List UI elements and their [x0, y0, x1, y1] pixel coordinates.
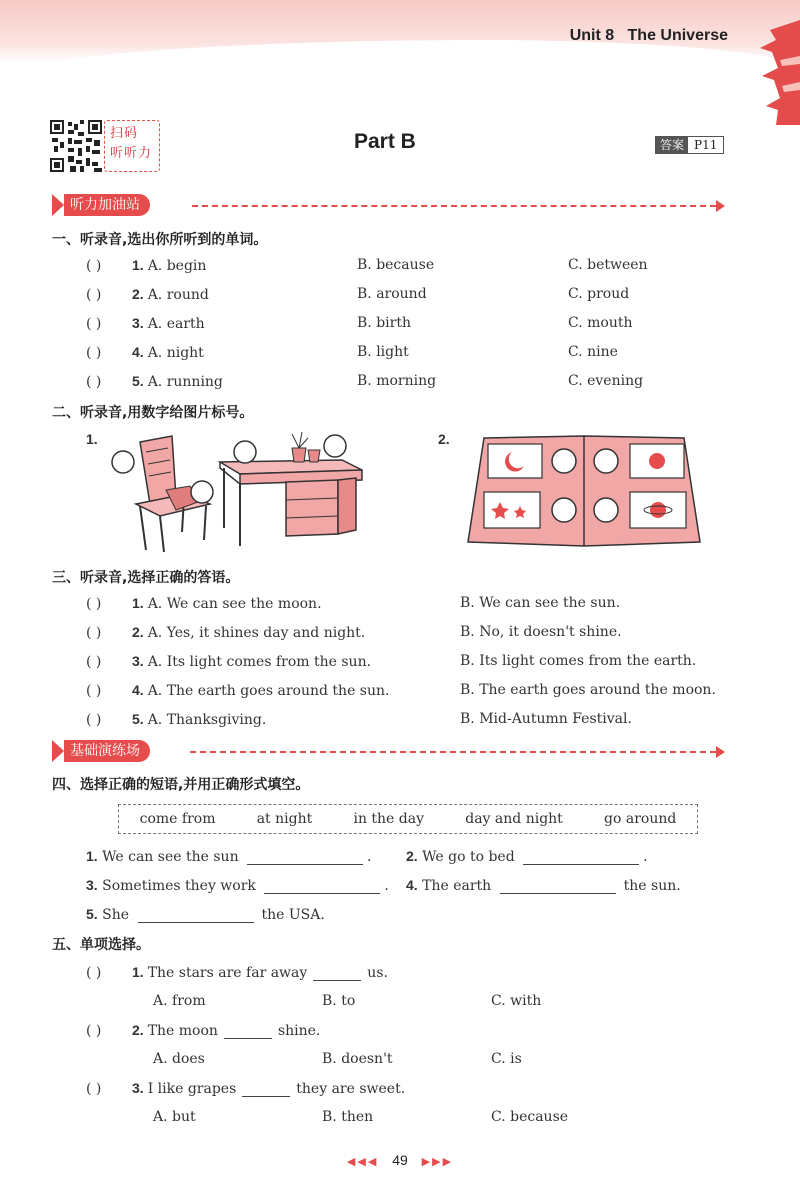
option-a[interactable]: A. round [147, 287, 209, 303]
option-b[interactable]: B. No, it doesn't shine. [460, 624, 622, 640]
answer-circle[interactable] [234, 441, 256, 463]
option-c[interactable]: C. between [568, 257, 648, 273]
q4-heading: 四、选择正确的短语,并用正确形式填空。 [52, 777, 310, 793]
option-b[interactable]: B. to [322, 993, 356, 1009]
qr-code-icon[interactable] [50, 120, 102, 172]
q1-heading: 一、听录音,选出你所听到的单词。 [52, 232, 268, 248]
answer-page-badge: 答案 P11 [655, 136, 724, 154]
question-number: 3. [132, 315, 144, 331]
prev-arrows-icon: ◀◀◀ [346, 1156, 379, 1168]
answer-circle[interactable] [552, 498, 576, 522]
fill-blank[interactable] [500, 893, 616, 894]
q4-sentence-3: 3. Sometimes they work . [86, 877, 389, 894]
option-a[interactable]: A. begin [147, 258, 207, 274]
option-b[interactable]: B. then [322, 1109, 374, 1125]
scan-listen-label[interactable]: 扫码 听听力 [110, 126, 153, 161]
option-b[interactable]: B. The earth goes around the moon. [460, 682, 716, 698]
option-a[interactable]: A. Thanksgiving. [147, 712, 267, 728]
option-c[interactable]: C. mouth [568, 315, 633, 331]
question-number: 5. [132, 373, 144, 389]
q2-picture-1-label: 1. [86, 431, 98, 447]
page-number: 49 [392, 1152, 408, 1168]
fill-blank[interactable] [242, 1096, 290, 1097]
section-divider [192, 205, 716, 207]
answer-paren[interactable]: ( ) [86, 625, 102, 641]
answer-circle[interactable] [191, 481, 213, 503]
option-c[interactable]: C. is [491, 1051, 522, 1067]
option-c[interactable]: C. evening [568, 373, 644, 389]
fill-blank[interactable] [523, 864, 639, 865]
question-number: 3. [132, 653, 144, 669]
question-number: 2. [132, 1022, 144, 1038]
option-b[interactable]: B. birth [357, 315, 411, 331]
answer-paren[interactable]: ( ) [86, 965, 102, 981]
answer-paren[interactable]: ( ) [86, 712, 102, 728]
desk-chair-picture [106, 428, 366, 554]
q3-item-row [86, 624, 365, 641]
answer-circle[interactable] [112, 451, 134, 473]
option-c[interactable]: C. nine [568, 344, 618, 360]
q2-picture-2-label: 2. [438, 431, 450, 447]
q4-sentence-2: 2. We go to bed . [406, 848, 648, 865]
answer-paren[interactable]: ( ) [86, 683, 102, 699]
answer-paren[interactable]: ( ) [86, 316, 102, 332]
option-c[interactable]: C. proud [568, 286, 630, 302]
phrase-option: come from [139, 811, 216, 827]
q3-item-row [86, 711, 266, 728]
q4-sentence-1: 1. We can see the sun . [86, 848, 372, 865]
banner-arrow-icon [52, 740, 64, 762]
fill-blank[interactable] [224, 1038, 272, 1039]
question-text-end: us. [367, 965, 388, 981]
arrow-right-icon [716, 746, 725, 758]
answer-circle[interactable] [552, 449, 576, 473]
q3-item-row [86, 682, 389, 699]
question-text-end: they are sweet. [296, 1081, 406, 1097]
open-book-picture [464, 430, 704, 550]
unit-title: Unit 8 The Universe [569, 27, 728, 44]
fill-blank[interactable] [264, 893, 380, 894]
answer-paren[interactable]: ( ) [86, 596, 102, 612]
question-number: 3. [132, 1080, 144, 1096]
banner-arrow-icon [52, 194, 64, 216]
question-number: 5. [132, 711, 144, 727]
q5-heading: 五、单项选择。 [52, 937, 150, 953]
fill-blank[interactable] [313, 980, 361, 981]
page-footer [0, 1152, 800, 1168]
q5-item-row [86, 1022, 320, 1039]
option-b[interactable]: B. doesn't [322, 1051, 393, 1067]
q1-item-row [86, 257, 206, 274]
question-number: 1. [132, 595, 144, 611]
option-a[interactable]: A. does [153, 1051, 205, 1067]
answer-paren[interactable]: ( ) [86, 258, 102, 274]
fill-blank[interactable] [247, 864, 363, 865]
question-number: 4. [132, 682, 144, 698]
option-b[interactable]: B. Its light comes from the earth. [460, 653, 697, 669]
answer-circle[interactable] [594, 498, 618, 522]
pagoda-icon [756, 20, 800, 125]
section-divider [190, 751, 716, 753]
question-text: The stars are far away [147, 965, 308, 981]
next-arrows-icon: ▶▶▶ [421, 1156, 454, 1168]
section-banner-practice: 基础演练场 [52, 740, 150, 762]
q1-item-row [86, 373, 223, 390]
answer-circle[interactable] [594, 449, 618, 473]
phrase-option: go around [604, 811, 677, 827]
q4-sentence-4: 4. The earth the sun. [406, 877, 681, 894]
question-text-end: shine. [277, 1023, 321, 1039]
option-a[interactable]: A. We can see the moon. [147, 596, 322, 612]
question-text: The moon [147, 1023, 218, 1039]
answer-paren[interactable]: ( ) [86, 374, 102, 390]
option-a[interactable]: A. earth [147, 316, 205, 332]
answer-circle[interactable] [324, 435, 346, 457]
option-a[interactable]: A. but [153, 1109, 196, 1125]
option-a[interactable]: A. running [147, 374, 223, 390]
answer-paren[interactable]: ( ) [86, 345, 102, 361]
answer-paren[interactable]: ( ) [86, 654, 102, 670]
q4-sentence-5: 5. She the USA. [86, 906, 325, 923]
arrow-right-icon [716, 200, 725, 212]
page-title: Part B [354, 130, 416, 153]
question-number: 2. [132, 624, 144, 640]
section-banner-listening: 听力加油站 [52, 194, 150, 216]
option-b[interactable]: B. around [357, 286, 427, 302]
option-b[interactable]: B. Mid-Autumn Festival. [460, 711, 632, 727]
q3-item-row [86, 595, 322, 612]
option-c[interactable]: C. with [491, 993, 542, 1009]
question-number: 1. [132, 964, 144, 980]
phrase-option: at night [256, 811, 313, 827]
option-a[interactable]: A. night [147, 345, 204, 361]
question-number: 4. [132, 344, 144, 360]
phrase-option: day and night [465, 811, 563, 827]
question-number: 2. [132, 286, 144, 302]
q3-item-row [86, 653, 371, 670]
q1-item-row [86, 286, 209, 303]
option-a[interactable]: A. from [153, 993, 206, 1009]
fill-blank[interactable] [138, 922, 254, 923]
option-c[interactable]: C. because [491, 1109, 569, 1125]
answer-paren[interactable]: ( ) [86, 287, 102, 303]
q5-item-row [86, 964, 388, 981]
phrase-option: in the day [353, 811, 425, 827]
option-b[interactable]: B. because [357, 257, 435, 273]
q1-item-row [86, 315, 205, 332]
q3-heading: 三、听录音,选择正确的答语。 [52, 570, 240, 586]
phrase-bank [118, 804, 698, 834]
answer-paren[interactable]: ( ) [86, 1023, 102, 1039]
option-b[interactable]: B. morning [357, 373, 437, 389]
q5-item-row [86, 1080, 405, 1097]
option-a[interactable]: A. Yes, it shines day and night. [147, 625, 366, 641]
q2-heading: 二、听录音,用数字给图片标号。 [52, 405, 254, 421]
answer-paren[interactable]: ( ) [86, 1081, 102, 1097]
question-number: 1. [132, 257, 144, 273]
q1-item-row [86, 344, 204, 361]
question-text: I like grapes [147, 1081, 237, 1097]
option-a[interactable]: A. Its light comes from the sun. [147, 654, 372, 670]
option-b[interactable]: B. light [357, 344, 409, 360]
option-a[interactable]: A. The earth goes around the sun. [147, 683, 390, 699]
option-b[interactable]: B. We can see the sun. [460, 595, 621, 611]
